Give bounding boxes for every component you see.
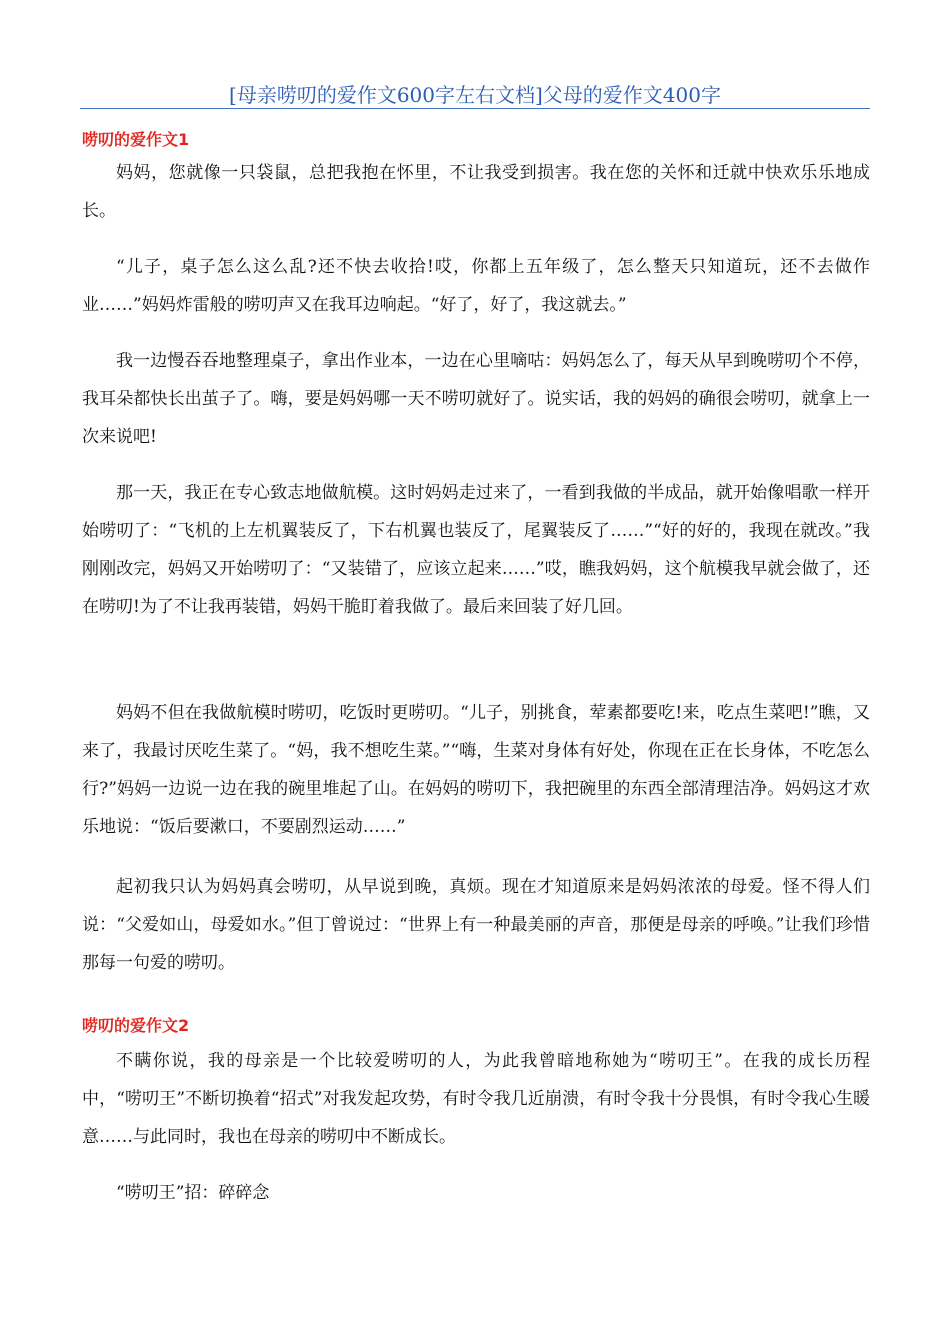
document-title: [母亲唠叨的爱作文600字左右文档]父母的爱作文400字 <box>229 83 721 107</box>
section-heading-2: 唠叨的爱作文2 <box>82 1016 190 1035</box>
section-heading-1: 唠叨的爱作文1 <box>82 130 190 149</box>
paragraph: 起初我只认为妈妈真会唠叨，从早说到晚，真烦。现在才知道原来是妈妈浓浓的母爱。怪不得人们说：“父爱如山，母爱如水。”但丁曾说过：“世界上有一种最美丽的声音，那便是母亲的呼唤。”让我们珍惜那每一句爱的唠叨。 <box>82 877 870 973</box>
paragraph: “儿子，桌子怎么这么乱?还不快去收拾!哎，你都上五年级了，怎么整天只知道玩，还不去做作业……”妈妈炸雷般的唠叨声又在我耳边响起。“好了，好了，我这就去。” <box>82 257 870 315</box>
paragraph: 我一边慢吞吞地整理桌子，拿出作业本，一边在心里嘀咕：妈妈怎么了，每天从早到晚唠叨个不停，我耳朵都快长出茧子了。嗨，要是妈妈哪一天不唠叨就好了。说实话，我的妈妈的确很会唠叨，就拿上一次来说吧! <box>82 351 870 447</box>
paragraph: “唠叨王”招：碎碎念 <box>116 1183 270 1203</box>
paragraph: 那一天，我正在专心致志地做航模。这时妈妈走过来了，一看到我做的半成品，就开始像唱歌一样开始唠叨了：“飞机的上左机翼装反了，下右机翼也装反了，尾翼装反了……”“好的好的，我现在就改。”我刚刚改完，妈妈又开始唠叨了：“又装错了，应该立起来……”哎，瞧我妈妈，这个航模我早就会做了，还在唠叨!为了不让我再装错，妈妈干脆盯着我做了。最后来回装了好几回。 <box>82 483 870 617</box>
title-underline <box>80 108 870 109</box>
paragraph: 妈妈不但在我做航模时唠叨，吃饭时更唠叨。“儿子，别挑食，荤素都要吃!来，吃点生菜吧!”瞧，又来了，我最讨厌吃生菜了。“妈，我不想吃生菜。”“嗨，生菜对身体有好处，你现在正在长身体，不吃怎么行?”妈妈一边说一边在我的碗里堆起了山。在妈妈的唠叨下，我把碗里的东西全部清理洁净。妈妈这才欢乐地说：“饭后要漱口，不要剧烈运动……” <box>82 703 870 837</box>
paragraph: 不瞒你说，我的母亲是一个比较爱唠叨的人，为此我曾暗地称她为“唠叨王”。在我的成长历程中，“唠叨王”不断切换着“招式”对我发起攻势，有时令我几近崩溃，有时令我十分畏惧，有时令我心生暖意……与此同时，我也在母亲的唠叨中不断成长。 <box>82 1051 870 1147</box>
paragraph: 妈妈，您就像一只袋鼠，总把我抱在怀里，不让我受到损害。我在您的关怀和迁就中快欢乐乐地成长。 <box>82 163 870 221</box>
